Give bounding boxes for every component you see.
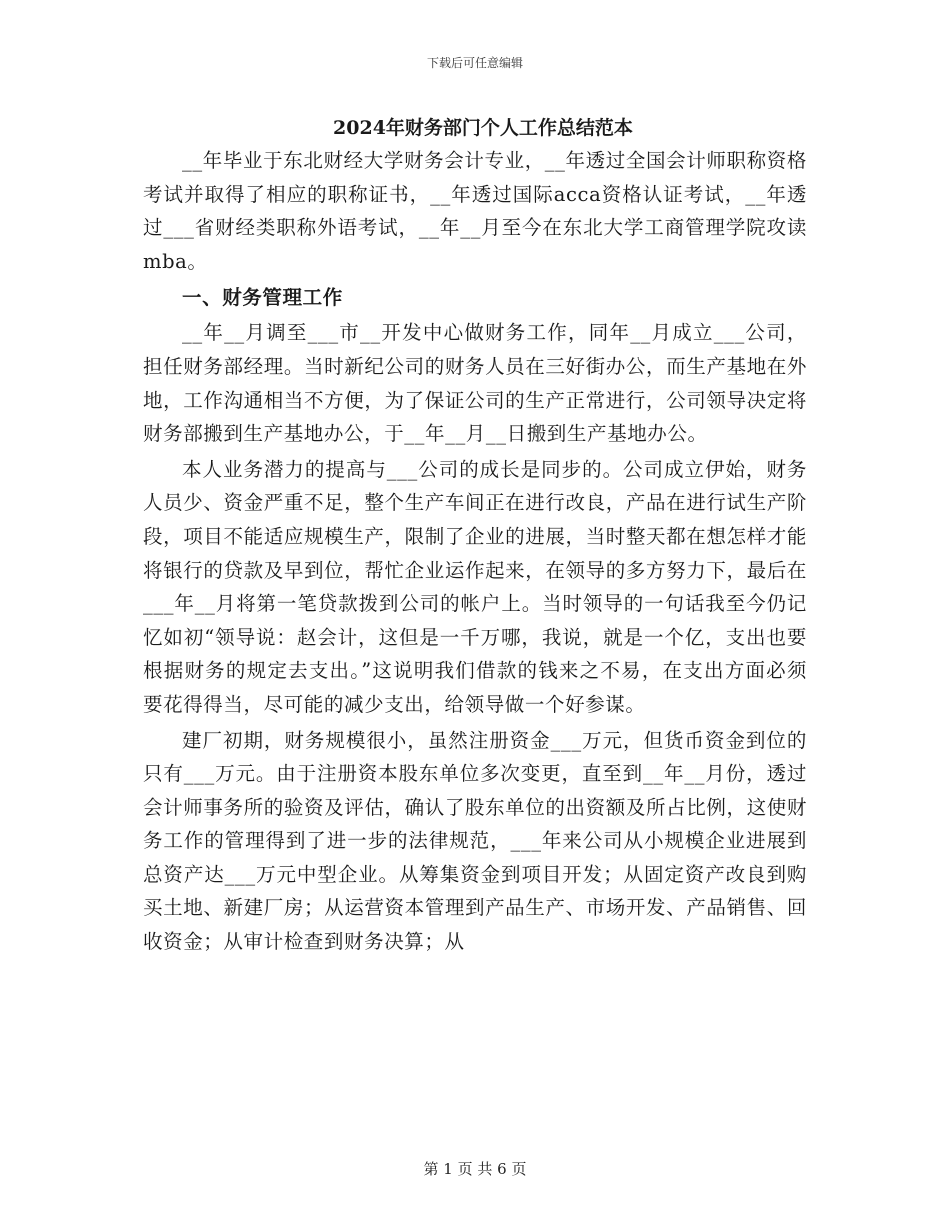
intro-paragraph: __年毕业于东北财经大学财务会计专业，__年透过全国会计师职称资格考试并取得了相应的职称证书，__年透过国际acca资格认证考试，__年透过___省财经类职称外语考试，__年__月至今在东北大学工商管理学院攻读mba。: [143, 149, 807, 273]
body-paragraph: __年__月调至___市__开发中心做财务工作，同年__月成立___公司，担任财务部经理。当时新纪公司的财务人员在三好街办公，而生产基地在外地，工作沟通相当不方便，为了保证公司的生产正常进行，公司领导决定将财务部搬到生产基地办公，于__年__月__日搬到生产基地办公。: [143, 321, 807, 446]
page-footer: 第 1 页 共 6 页: [423, 1160, 527, 1178]
section-heading: 一、财务管理工作: [182, 286, 343, 310]
document-title: 2024年财务部门个人工作总结范本: [333, 117, 633, 139]
document-body: [143, 112, 807, 959]
body-paragraph: 本人业务潜力的提高与___公司的成长是同步的。公司成立伊始，财务人员少、资金严重不足，整个生产车间正在进行改良，产品在进行试生产阶段，项目不能适应规模生产，限制了企业的进展，当时整天都在想怎样才能将银行的贷款及早到位，帮忙企业运作起来，在领导的多方努力下，最后在___年__月将第一笔贷款拨到公司的帐户上。当时领导的一句话我至今仍记忆如初“领导说：赵会计，这但是一千万哪，我说，就是一个亿，支出也要根据财务的规定去支出。”这说明我们借款的钱来之不易，在支出方面必须要花得得当，尽可能的减少支出，给领导做一个好参谋。: [143, 457, 807, 716]
header-note: 下载后可任意编辑: [426, 56, 523, 70]
body-paragraph: 建厂初期，财务规模很小，虽然注册资金___万元，但货币资金到位的只有___万元。由于注册资本股东单位多次变更，直至到__年__月份，透过会计师事务所的验资及评估，确认了股东单位的出资额及所占比例，这使财务工作的管理得到了进一步的法律规范，___年来公司从小规模企业进展到总资产达___万元中型企业。从筹集资金到项目开发；从固定资产改良到购买土地、新建厂房；从运营资本管理到产品生产、市场开发、产品销售、回收资金；从审计检查到财务决算；从: [143, 728, 807, 954]
